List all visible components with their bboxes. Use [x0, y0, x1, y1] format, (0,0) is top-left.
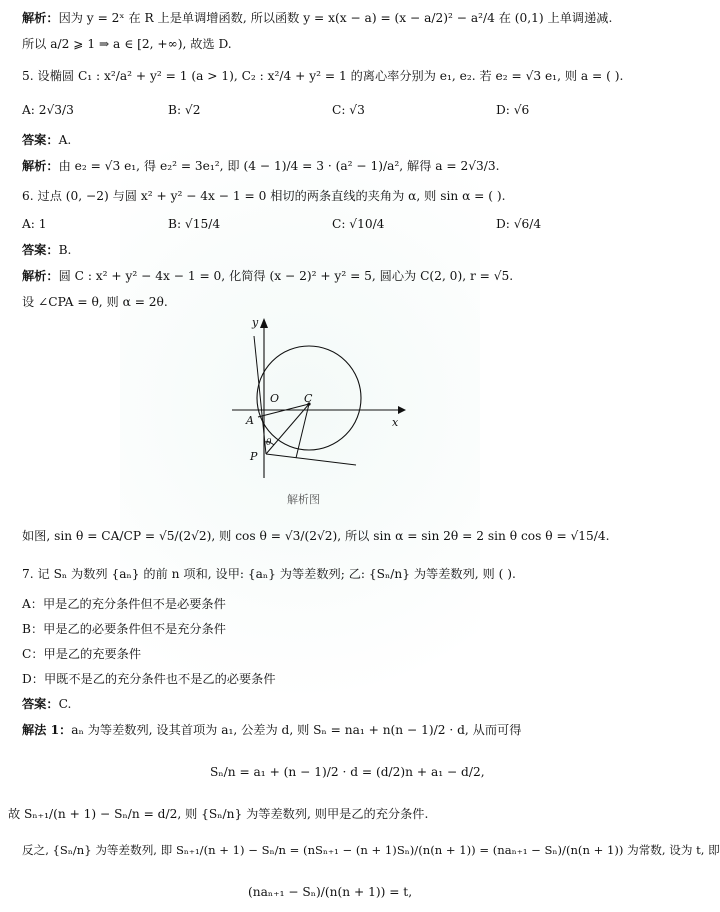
label-p: P — [250, 450, 258, 463]
equation-1: Sₙ/n = a₁ + (n − 1)/2 · d = (d/2)n + a₁ − d/2, — [210, 765, 485, 779]
label-y: y — [252, 316, 259, 329]
q5-option-b: B: √2 — [168, 103, 201, 117]
label-x: x — [392, 416, 399, 429]
q6-option-b: B: √15/4 — [168, 217, 221, 231]
converse-line: 反之, {Sₙ/n} 为等差数列, 即 Sₙ₊₁/(n + 1) − Sₙ/n = (nSₙ₊₁ − (n + 1)Sₙ)/(n(n + 1)) = (naₙ₊₁ − Sₙ)/(n(n + 1)) 为常数, 设为 t, 即 — [22, 843, 720, 857]
tangent-line-2 — [266, 454, 356, 465]
y-axis-arrow — [260, 318, 268, 328]
method-label: 解法 1： — [22, 723, 72, 737]
q7-option-a: A：甲是乙的充分条件但不是必要条件 — [22, 597, 226, 611]
answer-7 — [22, 696, 71, 712]
figure-caption: 解析图 — [287, 493, 320, 506]
method-text: aₙ 为等差数列, 设其首项为 a₁, 公差为 d, 则 Sₙ = na₁ + n(n − 1)/2 · d, 从而可得 — [71, 723, 522, 737]
analysis-6-setup: 设 ∠CPA = θ, 则 α = 2θ. — [22, 295, 168, 309]
answer-label: 答案： — [22, 697, 59, 711]
q6-option-c: C: √10/4 — [332, 217, 385, 231]
question-6: 6. 过点 (0, −2) 与圆 x² + y² − 4x − 1 = 0 相切的两条直线的夹角为 α, 则 sin α = ( ). — [22, 189, 506, 203]
analysis-text: 因为 y = 2ˣ 在 R 上是单调增函数, 所以函数 y = x(x − a) = (x − a/2)² − a²/4 在 (0,1) 上单调递减. — [58, 11, 613, 25]
q7-option-c: C：甲是乙的充要条件 — [22, 647, 142, 661]
q5-option-c: C: √3 — [332, 103, 365, 117]
analysis-label: 解析： — [22, 11, 59, 25]
q7-option-d: D：甲既不是乙的充分条件也不是乙的必要条件 — [22, 672, 276, 686]
label-a: A — [246, 414, 254, 427]
analysis-text: 由 e₂ = √3 e₁, 得 e₂² = 3e₁², 即 (4 − 1)/4 = 3 · (a² − 1)/a², 解得 a = 2√3/3. — [58, 159, 500, 173]
answer-value: C. — [58, 697, 72, 711]
analysis-text: 圆 C : x² + y² − 4x − 1 = 0, 化简得 (x − 2)² + y² = 5, 圆心为 C(2, 0), r = √5. — [58, 269, 514, 283]
q6-option-d: D: √6/4 — [496, 217, 542, 231]
analysis-label: 解析： — [22, 159, 59, 173]
q7-option-b: B：甲是乙的必要条件但不是充分条件 — [22, 622, 226, 636]
answer-value: A. — [58, 133, 72, 147]
q5-option-a: A: 2√3/3 — [22, 103, 74, 117]
question-5: 5. 设椭圆 C₁ : x²/a² + y² = 1 (a > 1), C₂ : x²/4 + y² = 1 的离心率分别为 e₁, e₂. 若 e₂ = √3 e₁, 则 a = ( ). — [22, 69, 624, 83]
conclusion-sufficient: 故 Sₙ₊₁/(n + 1) − Sₙ/n = d/2, 则 {Sₙ/n} 为等差数列, 则甲是乙的充分条件. — [8, 807, 429, 821]
x-axis-arrow — [398, 406, 406, 414]
answer-label: 答案： — [22, 243, 59, 257]
equation-2: (naₙ₊₁ − Sₙ)/(n(n + 1)) = t, — [248, 885, 413, 899]
method-1 — [22, 722, 521, 738]
label-c: C — [304, 392, 313, 405]
answer-value: B. — [58, 243, 72, 257]
q5-option-d: D: √6 — [496, 103, 530, 117]
label-theta: θ — [266, 438, 272, 448]
answer-label: 答案： — [22, 133, 59, 147]
analysis-label: 解析： — [22, 269, 59, 283]
q6-option-a: A: 1 — [22, 217, 47, 231]
question-7: 7. 记 Sₙ 为数列 {aₙ} 的前 n 项和, 设甲: {aₙ} 为等差数列; 乙: {Sₙ/n} 为等差数列, 则 ( ). — [22, 567, 516, 581]
analysis-6-conclusion: 如图, sin θ = CA/CP = √5/(2√2), 则 cos θ = √3/(2√2), 所以 sin α = sin 2θ = 2 sin θ cos θ = √15/4. — [22, 529, 610, 543]
label-o: O — [270, 392, 280, 405]
analysis-line-2: 所以 a/2 ⩾ 1 ⇒ a ∈ [2, +∞), 故选 D. — [22, 37, 232, 51]
